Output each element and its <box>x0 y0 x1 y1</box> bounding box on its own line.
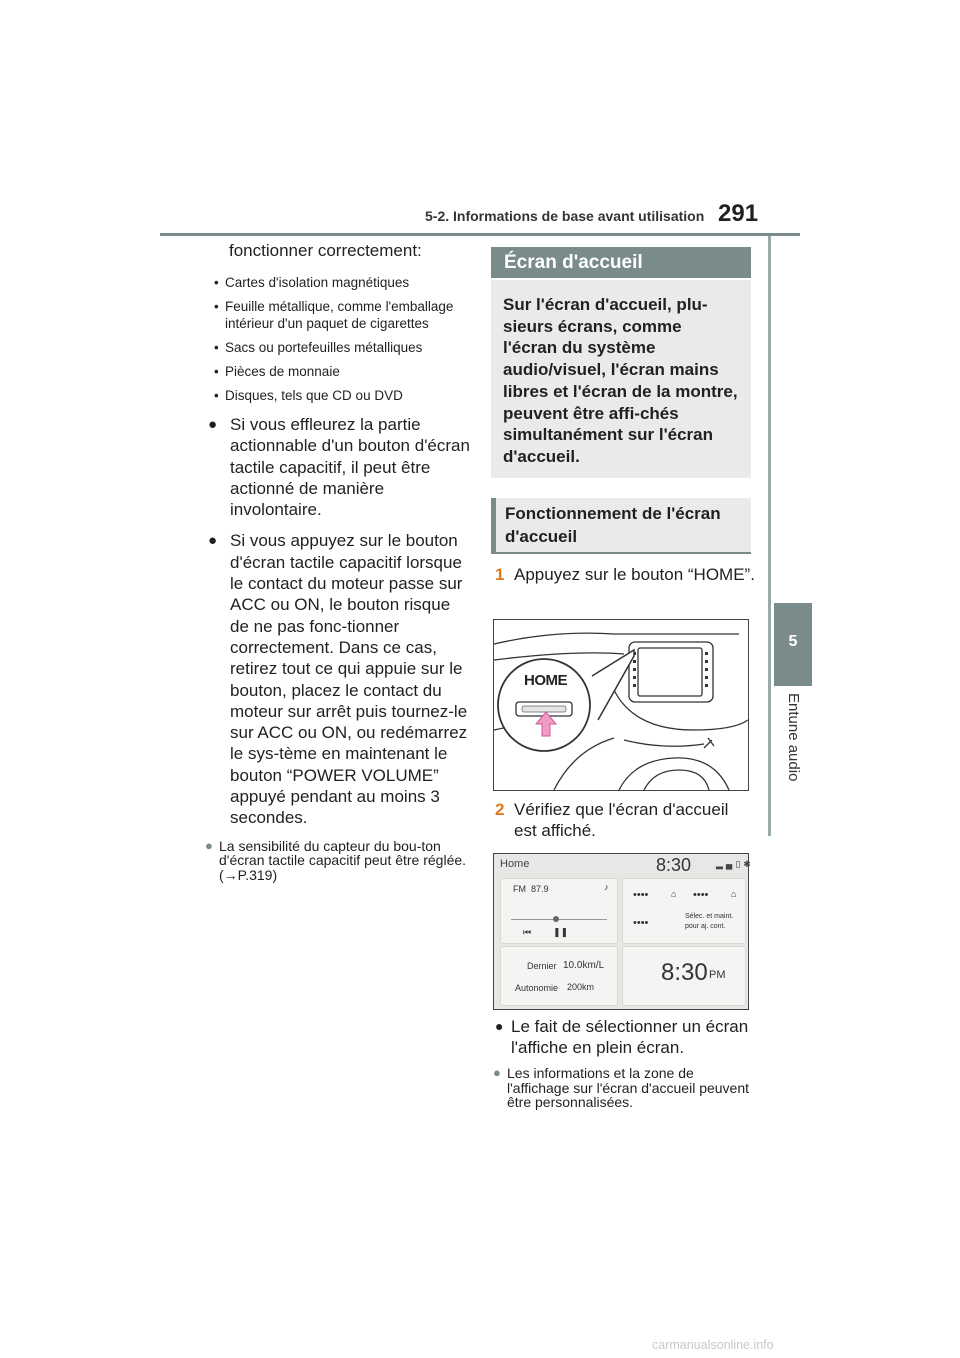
progress-knob[interactable] <box>553 916 559 922</box>
bluetooth-icon: ✱ <box>743 859 754 869</box>
favorite-slot[interactable]: •••• <box>693 889 709 901</box>
chapter-label <box>772 693 812 803</box>
home-button-label: HOME <box>524 672 567 689</box>
favorite-slot[interactable]: •••• <box>633 917 649 929</box>
home-screen-title: Home <box>500 858 530 870</box>
step-text: Vérifiez que l'écran d'accueil est affiché. <box>514 800 729 840</box>
music-note-icon: ♪ <box>604 882 609 892</box>
section-title: 5-2. Informations de base avant utilisation <box>425 208 705 224</box>
range-value: 200km <box>567 982 595 992</box>
favorite-slot[interactable]: •••• <box>633 889 649 901</box>
status-icons <box>716 859 754 870</box>
range-label: Autonomie <box>515 983 559 993</box>
list-item: • Pièces de monnaie <box>208 363 470 380</box>
home-icon: ⌂ <box>671 889 677 899</box>
step-number: 2 <box>495 800 505 819</box>
home-icon: ⌂ <box>731 889 737 899</box>
step-2 <box>495 799 755 841</box>
dashboard-illustration <box>493 619 749 791</box>
step-number: 1 <box>495 565 505 584</box>
select-hint-line1: Sélec. et maint. <box>685 913 734 920</box>
home-screen-figure <box>493 853 754 1010</box>
select-hint-line2: pour aj. cont. <box>685 923 726 930</box>
note-text: ● Les informations et la zone de l'affichage sur l'écran d'accueil peuvent être personnalisées. <box>495 1066 750 1110</box>
left-column <box>208 240 470 882</box>
previous-icon[interactable]: ⏮ <box>523 927 532 937</box>
info-box: Sur l'écran d'accueil, plu-sieurs écrans, comme l'écran du système audio/visuel, l'écran mains libres et l'écran de la montre, peuvent être affi-chés simultanément sur l'écran d'accueil. <box>491 280 751 478</box>
side-rule <box>768 236 771 836</box>
list-item: • Feuille métallique, comme l'emballage intérieur d'un paquet de cigarettes <box>208 298 470 332</box>
bullet-paragraph: ● Si vous effleurez la partie actionnable d'un bouton d'écran tactile capacitif, il peut être actionné de manière involontaire. <box>208 414 470 520</box>
list-item: • Sacs ou portefeuilles métalliques <box>208 339 470 356</box>
page-number: 291 <box>718 200 759 227</box>
fuel-tile[interactable] <box>500 946 618 1006</box>
audio-tile[interactable] <box>500 878 618 944</box>
header-rule <box>160 233 800 236</box>
section-heading: Écran d'accueil <box>491 247 751 278</box>
dashboard-drawing <box>494 620 748 790</box>
home-screen-clock: 8:30 <box>656 855 692 875</box>
step-text: Appuyez sur le bouton “HOME”. <box>514 565 755 584</box>
watermark: carmanualsonline.info <box>652 1338 774 1352</box>
note-text: ● La sensibilité du capteur du bou-ton d'écran tactile capacitif peut être réglée. (→P.319) <box>208 839 470 883</box>
list-item: • Disques, tels que CD ou DVD <box>208 387 470 404</box>
list-item: • Cartes d'isolation magnétiques <box>208 274 470 291</box>
bullet-paragraph: ● Si vous appuyez sur le bouton d'écran tactile capacitif lorsque le contact du moteur passe sur ACC ou ON, le bouton risque de ne pas fonc-tionner correctement. Dans ce cas, retirez tout ce qui appuie sur le bouton, placez le contact du moteur sur arrêt puis tournez-le sur ACC ou ON, ou redémarrez le sys-tème en maintenant le bouton “POWER VOLUME” appuyé pendant au moins 3 secondes. <box>208 530 470 828</box>
big-clock: 8:30 <box>661 959 708 986</box>
clock-tile[interactable] <box>622 946 746 1006</box>
sub-heading: Fonctionnement de l'écran d'accueil <box>491 498 751 554</box>
phone-favorites-tile[interactable] <box>622 878 746 944</box>
radio-band: FM <box>513 884 526 894</box>
radio-frequency: 87.9 <box>531 884 549 894</box>
pause-icon[interactable]: ❚❚ <box>553 927 569 937</box>
intro-text: fonctionner correctement: <box>229 241 422 260</box>
fuel-value: 10.0km/L <box>563 960 605 971</box>
phone-icon: ▯ <box>735 859 744 869</box>
big-clock-ampm: PM <box>709 969 726 981</box>
step-1 <box>495 564 755 585</box>
bullet-paragraph: ● Le fait de sélectionner un écran l'affiche en plein écran. <box>495 1016 755 1058</box>
signal-icon: ▂▄ <box>716 859 736 869</box>
fuel-label: Dernier <box>527 961 557 971</box>
progress-track <box>511 919 607 920</box>
chapter-number: 5 <box>788 633 798 650</box>
chapter-label-text: Entune audio <box>785 693 802 782</box>
